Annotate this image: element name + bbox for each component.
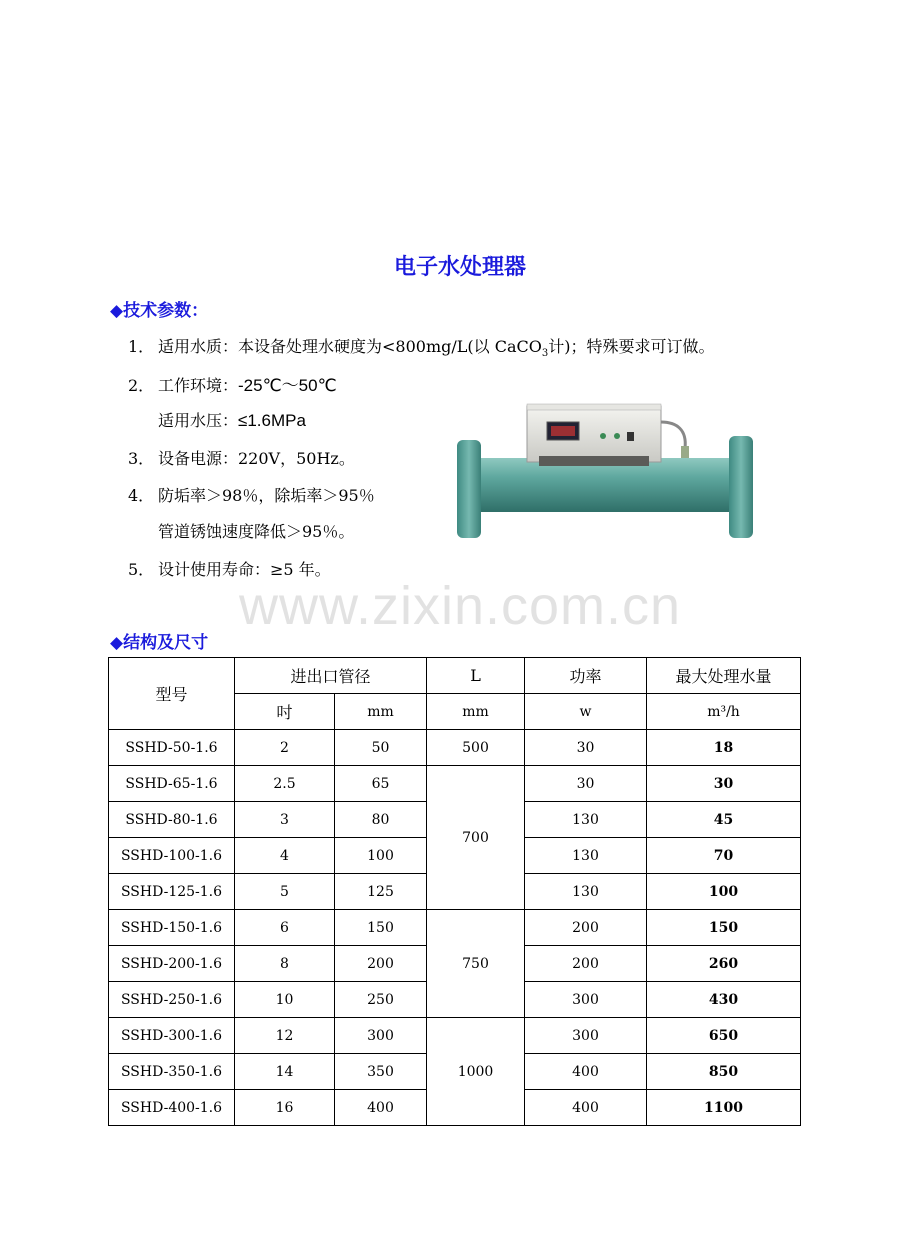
unit-length: mm bbox=[427, 694, 525, 730]
section-structure: ◆结构及尺寸 bbox=[110, 633, 209, 653]
right-flange bbox=[729, 436, 753, 538]
param-number: 5． bbox=[128, 560, 155, 579]
table-row: SSHD-125-1.6 5 125 130 100 bbox=[109, 874, 801, 910]
param-number: 3． bbox=[128, 449, 155, 468]
param-4b: 管道锈蚀速度降低＞95％。 bbox=[158, 522, 355, 541]
indicator-light bbox=[600, 433, 606, 439]
unit-power: w bbox=[525, 694, 647, 730]
param-2: 2． 工作环境：-25℃～50℃ bbox=[128, 371, 337, 396]
table-row: SSHD-200-1.6 8 200 200 260 bbox=[109, 946, 801, 982]
electronic-water-processor-image bbox=[455, 400, 755, 545]
table-row: SSHD-350-1.6 14 350 400 850 bbox=[109, 1054, 801, 1090]
unit-inch: 吋 bbox=[235, 694, 335, 730]
table-row: SSHD-250-1.6 10 250 300 430 bbox=[109, 982, 801, 1018]
param-1: 1． 适用水质：本设备处理水硬度为<800mg/L(以 CaCO$_3$计)；特殊要求可订做。 bbox=[128, 334, 714, 359]
param-5: 5． 设计使用寿命：≥5 年。 bbox=[128, 557, 331, 580]
table-row: SSHD-150-1.6 6 150 750 200 150 bbox=[109, 910, 801, 946]
header-model: 型号 bbox=[109, 658, 235, 730]
table-row: SSHD-100-1.6 4 100 130 70 bbox=[109, 838, 801, 874]
header-power: 功率 bbox=[525, 658, 647, 694]
section-tech-params: ◆技术参数： bbox=[110, 301, 209, 321]
table-header-row bbox=[109, 658, 801, 694]
param-4: 4． 防垢率＞98％，除垢率＞95％ bbox=[128, 483, 375, 506]
sensor-plug bbox=[681, 446, 689, 458]
indicator-light bbox=[614, 433, 620, 439]
table-row: SSHD-80-1.6 3 80 130 45 bbox=[109, 802, 801, 838]
spec-table bbox=[108, 657, 801, 1126]
pipe-body bbox=[477, 458, 735, 512]
table-row: SSHD-50-1.6 2 50 500 30 18 bbox=[109, 730, 801, 766]
unit-flow: m³/h bbox=[647, 694, 801, 730]
header-max-flow: 最大处理水量 bbox=[647, 658, 801, 694]
param-number: 2． bbox=[128, 376, 155, 395]
table-row: SSHD-400-1.6 16 400 400 1100 bbox=[109, 1090, 801, 1126]
param-number: 1． bbox=[128, 337, 155, 356]
param-number: 4． bbox=[128, 486, 155, 505]
unit-mm: mm bbox=[335, 694, 427, 730]
param-3: 3． 设备电源：220V，50Hz。 bbox=[128, 446, 355, 469]
header-pipe-diameter: 进出口管径 bbox=[235, 658, 427, 694]
header-length: L bbox=[427, 658, 525, 694]
table-row: SSHD-65-1.6 2.5 65 700 30 30 bbox=[109, 766, 801, 802]
page-title: 电子水处理器 bbox=[393, 255, 526, 280]
left-flange bbox=[457, 440, 481, 538]
watermark: www.zixin.com.cn bbox=[238, 576, 682, 636]
power-switch bbox=[627, 432, 634, 441]
param-2b: 适用水压：≤1.6MPa bbox=[158, 411, 306, 430]
table-row: SSHD-300-1.6 12 300 1000 300 650 bbox=[109, 1018, 801, 1054]
